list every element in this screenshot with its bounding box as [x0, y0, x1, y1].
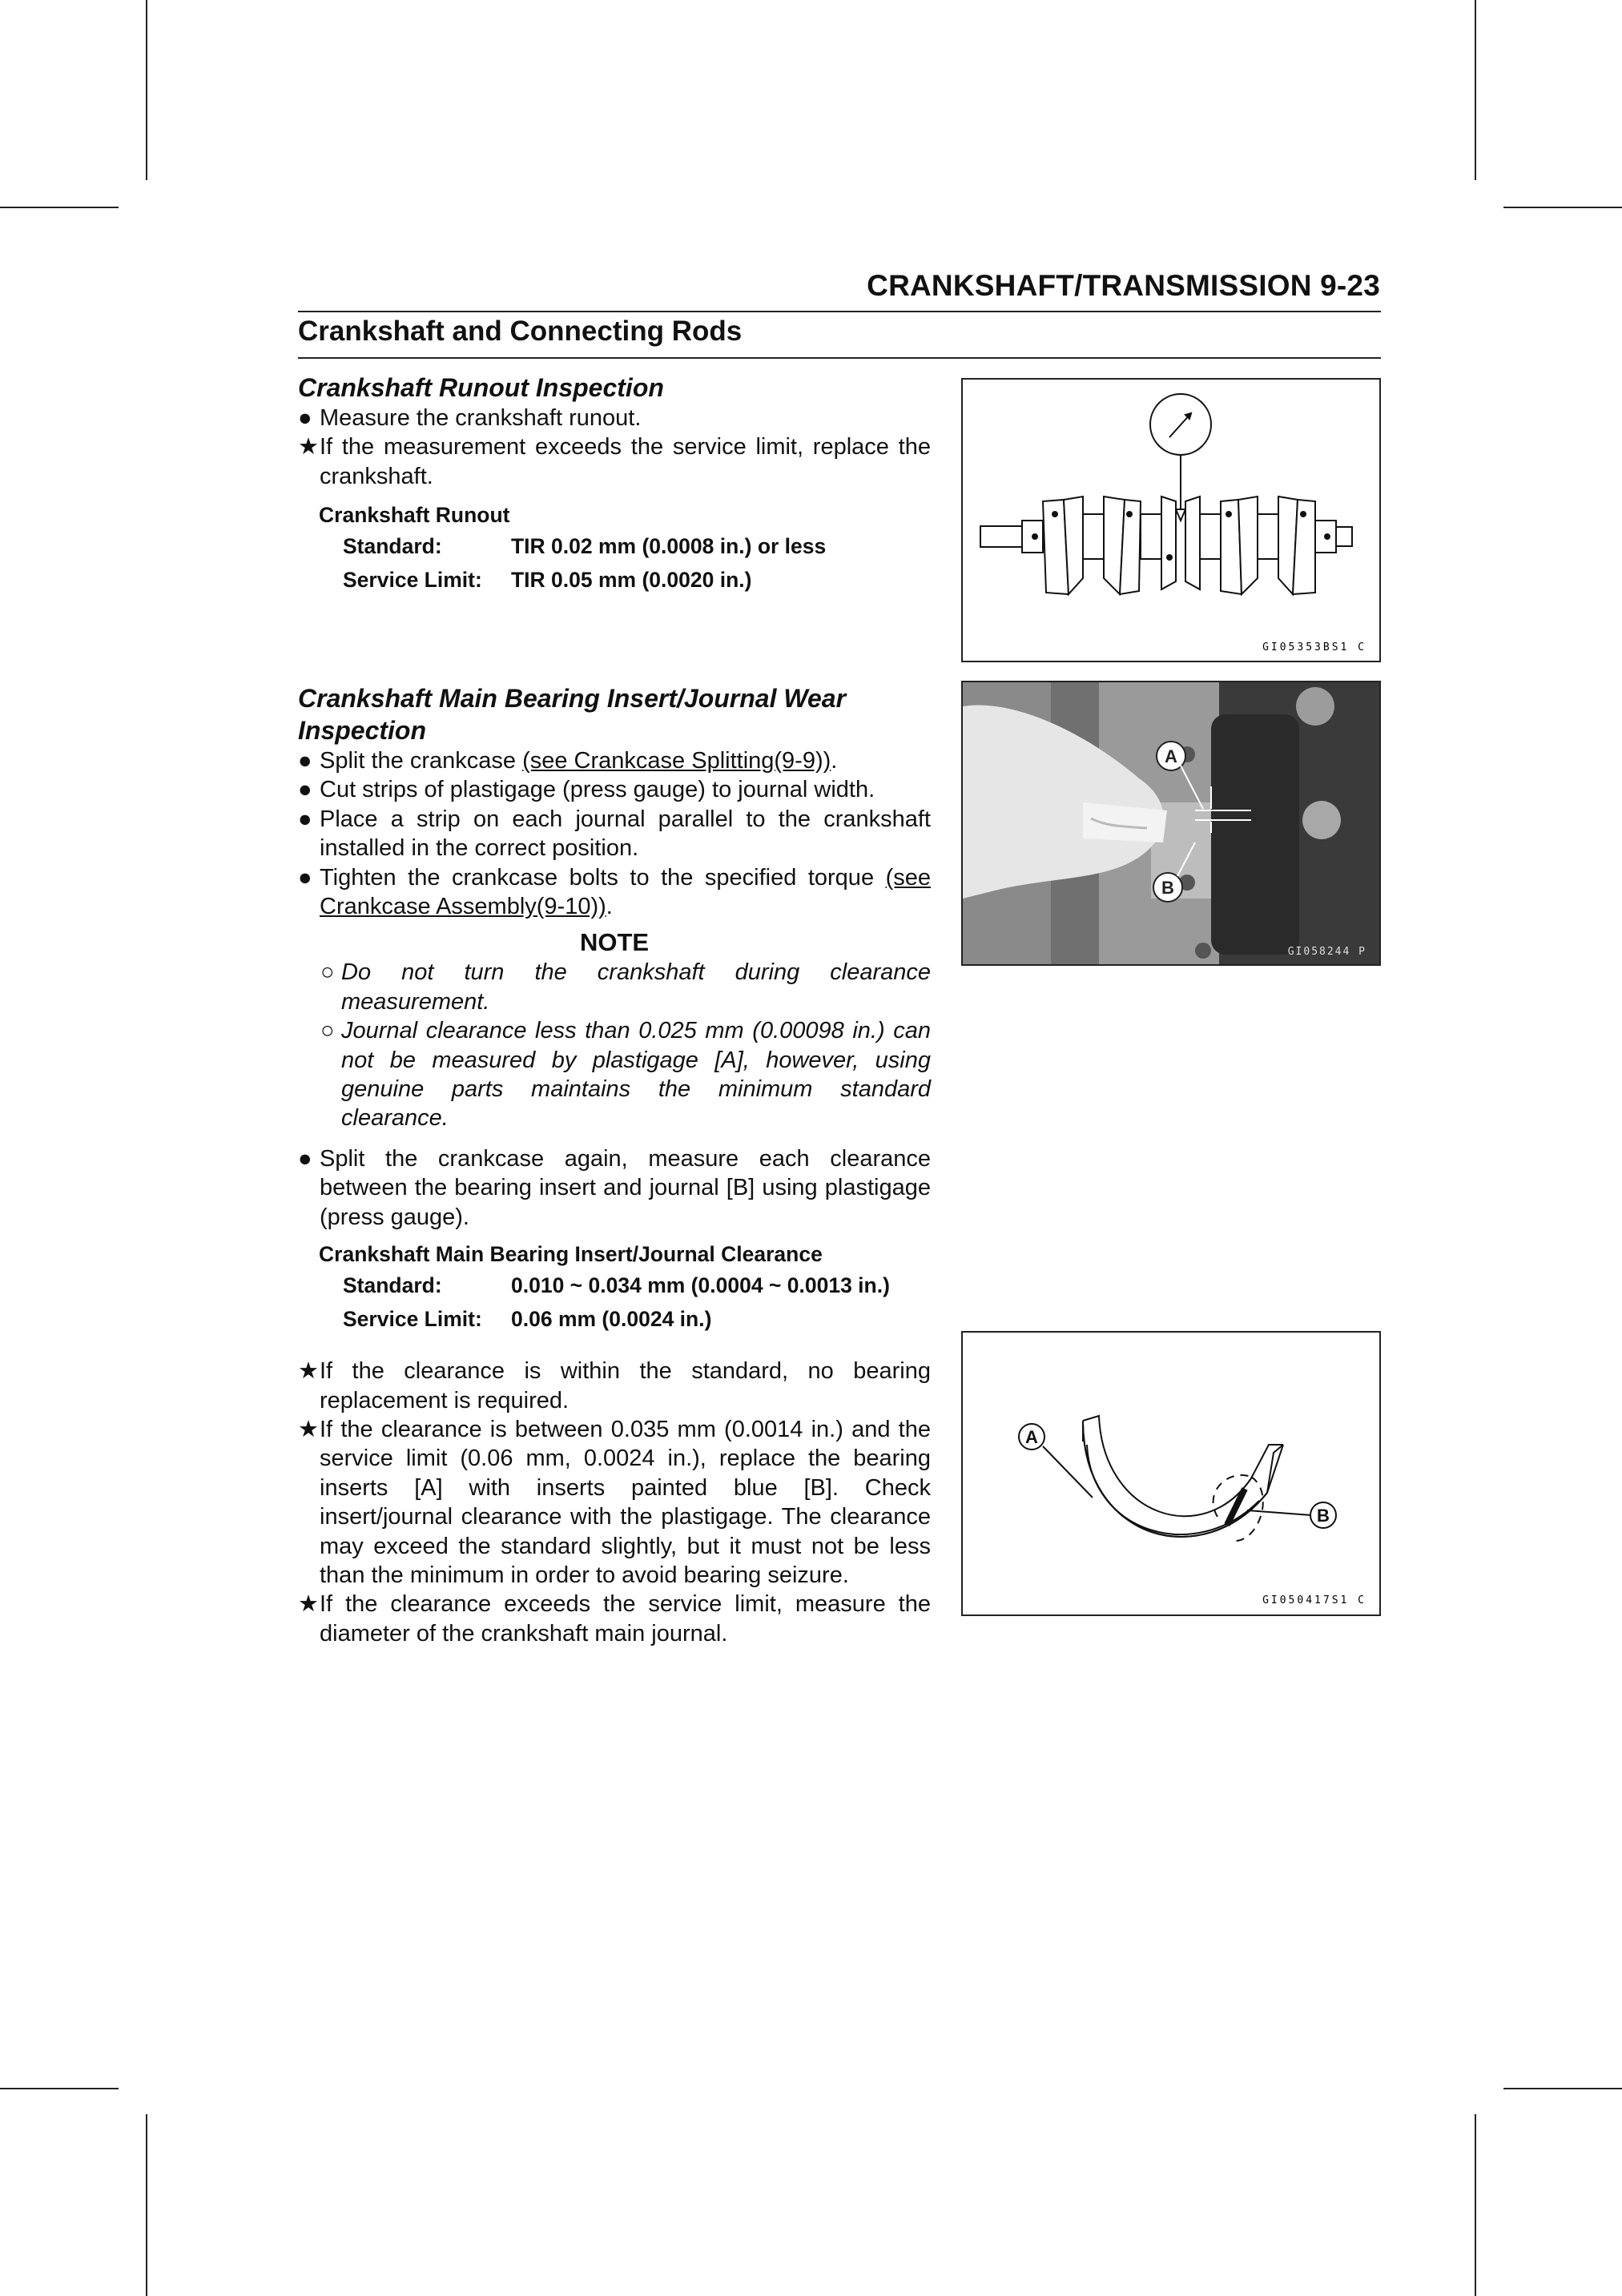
list-item-text: Place a strip on each journal parallel to the crankshaft installed in the correct position.	[320, 806, 931, 862]
list-item	[298, 1415, 931, 1590]
list-item-text: Split the crankcase again, measure each clearance between the bearing insert and journal [B] using plastigage (press gauge).	[320, 1145, 931, 1230]
plastigage-photo-illustration	[963, 682, 1379, 964]
list-item	[298, 1357, 931, 1415]
list-item-text: Cut strips of plastigage (press gauge) to journal width.	[320, 777, 875, 803]
star-marker: ★	[298, 1416, 319, 1442]
crop-mark	[1503, 207, 1622, 208]
note-text: Do not turn the crankshaft during clearance measurement.	[341, 959, 931, 1015]
runout-title: Crankshaft Runout Inspection	[298, 373, 664, 402]
spec-row-limit	[298, 563, 931, 597]
crankshaft-dial-gauge-drawing	[963, 380, 1379, 661]
callout-a: A	[1025, 1427, 1038, 1447]
spec-title: Crankshaft Runout	[319, 503, 510, 528]
bearing-section	[298, 682, 931, 1648]
figure-crankshaft-runout	[961, 378, 1381, 662]
list-item	[298, 775, 931, 804]
star-marker: ★	[298, 1358, 319, 1385]
section-rule	[298, 357, 1381, 359]
star-marker: ★	[298, 1591, 319, 1618]
runout-section	[298, 372, 931, 597]
bullet-marker: ●	[298, 864, 312, 891]
figure-bearing-insert	[961, 1331, 1381, 1616]
figure-code: GI058244 P	[1287, 946, 1366, 958]
spec-title: Crankshaft Main Bearing Insert/Journal Clearance	[319, 1242, 823, 1267]
list-item	[298, 404, 931, 432]
list-item-text: Tighten the crankcase bolts to the specified torque	[320, 864, 886, 891]
list-item-text: Measure the crankshaft runout.	[320, 405, 642, 431]
list-item	[298, 1590, 931, 1648]
chapter-title: CRANKSHAFT/TRANSMISSION 9-23	[867, 269, 1380, 302]
list-item-text: If the clearance is within the standard, no bearing replacement is required.	[320, 1358, 931, 1413]
section-title: Crankshaft and Connecting Rods	[298, 316, 743, 347]
list-item-text: If the measurement exceeds the service limit, replace the crankshaft.	[320, 434, 931, 489]
crop-mark	[146, 2114, 147, 2296]
spec-value: 0.010 ~ 0.034 mm (0.0004 ~ 0.0013 in.)	[511, 1273, 890, 1298]
figure-code: GI050417S1 C	[1262, 1594, 1366, 1606]
list-item	[298, 863, 931, 922]
list-item	[298, 1144, 931, 1232]
punctuation: .	[831, 748, 838, 774]
callout-b: B	[1317, 1506, 1330, 1526]
spec-value: 0.06 mm (0.0024 in.)	[511, 1307, 712, 1332]
note-item	[298, 1016, 931, 1133]
crop-mark	[1503, 2088, 1622, 2089]
spec-label: Service Limit:	[343, 1307, 482, 1332]
figure-code: GI05353BS1 C	[1262, 641, 1366, 653]
list-item-text: If the clearance is between 0.035 mm (0.0014 in.) and the service limit (0.06 mm, 0.0024 in.), replace the bearing inserts [A] with inserts painted blue [B]. Check insert/journal clearance with the plastigage. The clearance may exceed the standard slightly, but it must not be less than the minimum in order to avoid bearing seizure.	[320, 1416, 931, 1588]
bearing-insert-drawing	[963, 1333, 1379, 1614]
bullet-marker: ●	[298, 748, 312, 774]
crop-mark	[146, 0, 147, 180]
callout-a: A	[1165, 746, 1177, 766]
note-item	[298, 958, 931, 1016]
list-item	[298, 746, 931, 775]
spec-label: Service Limit:	[343, 568, 482, 593]
note-heading: NOTE	[579, 928, 650, 957]
spec-label: Standard:	[343, 1273, 442, 1298]
spec-row-standard	[298, 1269, 931, 1302]
callout-b: B	[1161, 878, 1174, 898]
list-item	[298, 432, 931, 491]
header-rule	[298, 311, 1381, 312]
bullet-marker: ●	[298, 806, 312, 832]
bullet-marker: ●	[298, 777, 312, 803]
star-marker: ★	[298, 434, 319, 460]
bullet-marker: ●	[298, 1145, 312, 1172]
list-item-text: Split the crankcase	[320, 748, 523, 774]
figure-plastigage-photo	[961, 681, 1381, 966]
spec-row-standard	[298, 529, 931, 563]
list-item	[298, 805, 931, 863]
circle-marker: ○	[320, 959, 335, 986]
crop-mark	[1475, 2114, 1476, 2296]
bullet-marker: ●	[298, 405, 312, 431]
spec-row-limit	[298, 1302, 931, 1336]
punctuation: .	[606, 894, 613, 920]
crop-mark	[0, 207, 119, 208]
crankcase-assembly-link[interactable]: (see Crankcase Assembly(9-10))	[320, 864, 931, 920]
list-item-text: If the clearance exceeds the service limit, measure the diameter of the crankshaft main journal.	[320, 1591, 931, 1647]
crop-mark	[0, 2088, 119, 2089]
spec-value: TIR 0.05 mm (0.0020 in.)	[511, 568, 752, 593]
circle-marker: ○	[320, 1018, 335, 1044]
crop-mark	[1475, 0, 1476, 180]
crankcase-splitting-link[interactable]: (see Crankcase Splitting(9-9))	[522, 748, 831, 774]
spec-label: Standard:	[343, 534, 442, 559]
note-text: Journal clearance less than 0.025 mm (0.00098 in.) can not be measured by plastigage [A], however, using genuine parts maintains the minimum standard clearance.	[341, 1018, 931, 1132]
bearing-title: Crankshaft Main Bearing Insert/Journal Wear Inspection	[298, 684, 847, 745]
spec-value: TIR 0.02 mm (0.0008 in.) or less	[511, 534, 827, 559]
